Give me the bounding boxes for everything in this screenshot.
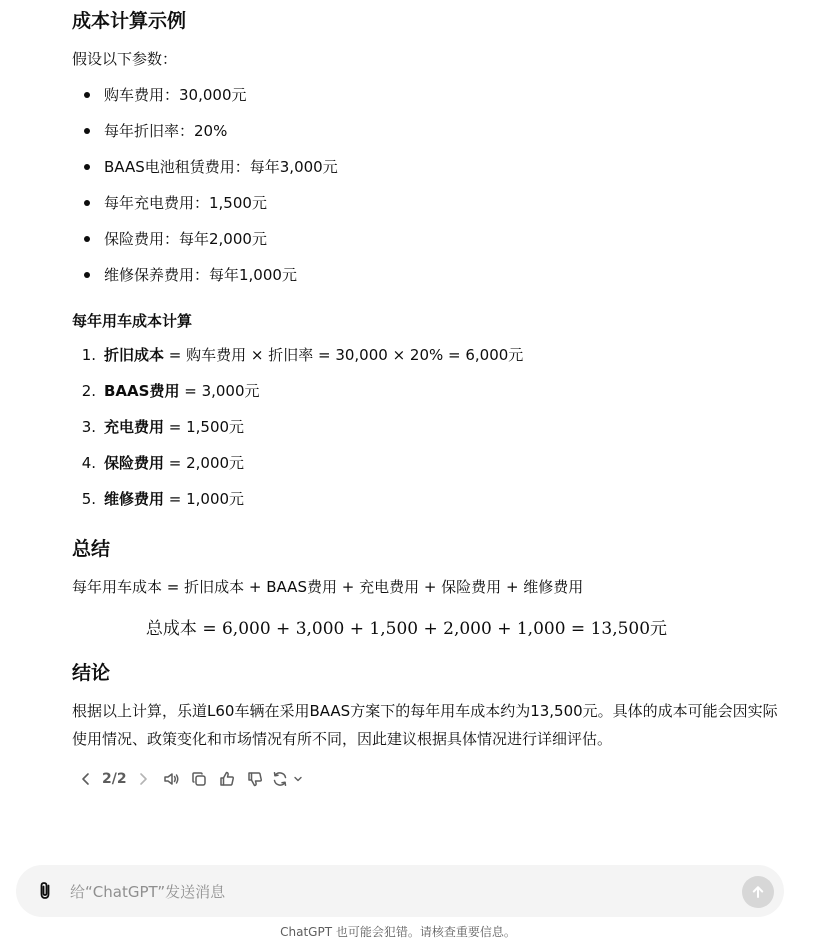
section-heading-cost-example: 成本计算示例 bbox=[72, 10, 187, 32]
chevron-left-icon[interactable] bbox=[72, 766, 100, 792]
arrow-up-icon bbox=[750, 884, 766, 900]
message-input[interactable] bbox=[68, 878, 712, 906]
bullet-icon bbox=[84, 128, 90, 134]
chevron-down-icon[interactable] bbox=[291, 766, 305, 792]
total-cost-formula: 总成本 = 6,000 + 3,000 + 1,500 + 2,000 + 1,000 = 13,500元 bbox=[145, 619, 668, 639]
summary-text: 每年用车成本 = 折旧成本 + BAAS费用 + 充电费用 + 保险费用 + 维修费用 bbox=[72, 578, 584, 596]
thumbs-down-icon[interactable] bbox=[241, 766, 269, 792]
disclaimer-text: ChatGPT 也可能会犯错。请核查重要信息。 bbox=[280, 925, 516, 939]
message-composer bbox=[16, 865, 784, 917]
bullet-icon bbox=[84, 272, 90, 278]
read-aloud-icon[interactable] bbox=[157, 766, 185, 792]
section-heading-summary: 总结 bbox=[72, 538, 111, 560]
thumbs-up-icon[interactable] bbox=[213, 766, 241, 792]
copy-icon[interactable] bbox=[185, 766, 213, 792]
send-button[interactable] bbox=[742, 876, 774, 908]
calc-heading: 每年用车成本计算 bbox=[72, 312, 193, 330]
bullet-icon bbox=[84, 200, 90, 206]
chevron-right-icon[interactable] bbox=[129, 766, 157, 792]
paperclip-icon[interactable] bbox=[33, 879, 57, 903]
bullet-icon bbox=[84, 92, 90, 98]
bullet-icon bbox=[84, 236, 90, 242]
conclusion-text: 根据以上计算，乐道L60车辆在采用BAAS方案下的每年用车成本约为13,500元。具体的成本可能会因实际使用情况、政策变化和市场情况有所不同，因此建议根据具体情况进行详细评估。 bbox=[72, 702, 778, 748]
message-actions bbox=[72, 766, 305, 792]
response-pager: 2/2 bbox=[102, 771, 127, 787]
bullet-icon bbox=[84, 164, 90, 170]
section-heading-conclusion: 结论 bbox=[72, 662, 111, 684]
regenerate-icon[interactable] bbox=[269, 766, 291, 792]
assume-intro-text: 假设以下参数： bbox=[72, 50, 178, 68]
